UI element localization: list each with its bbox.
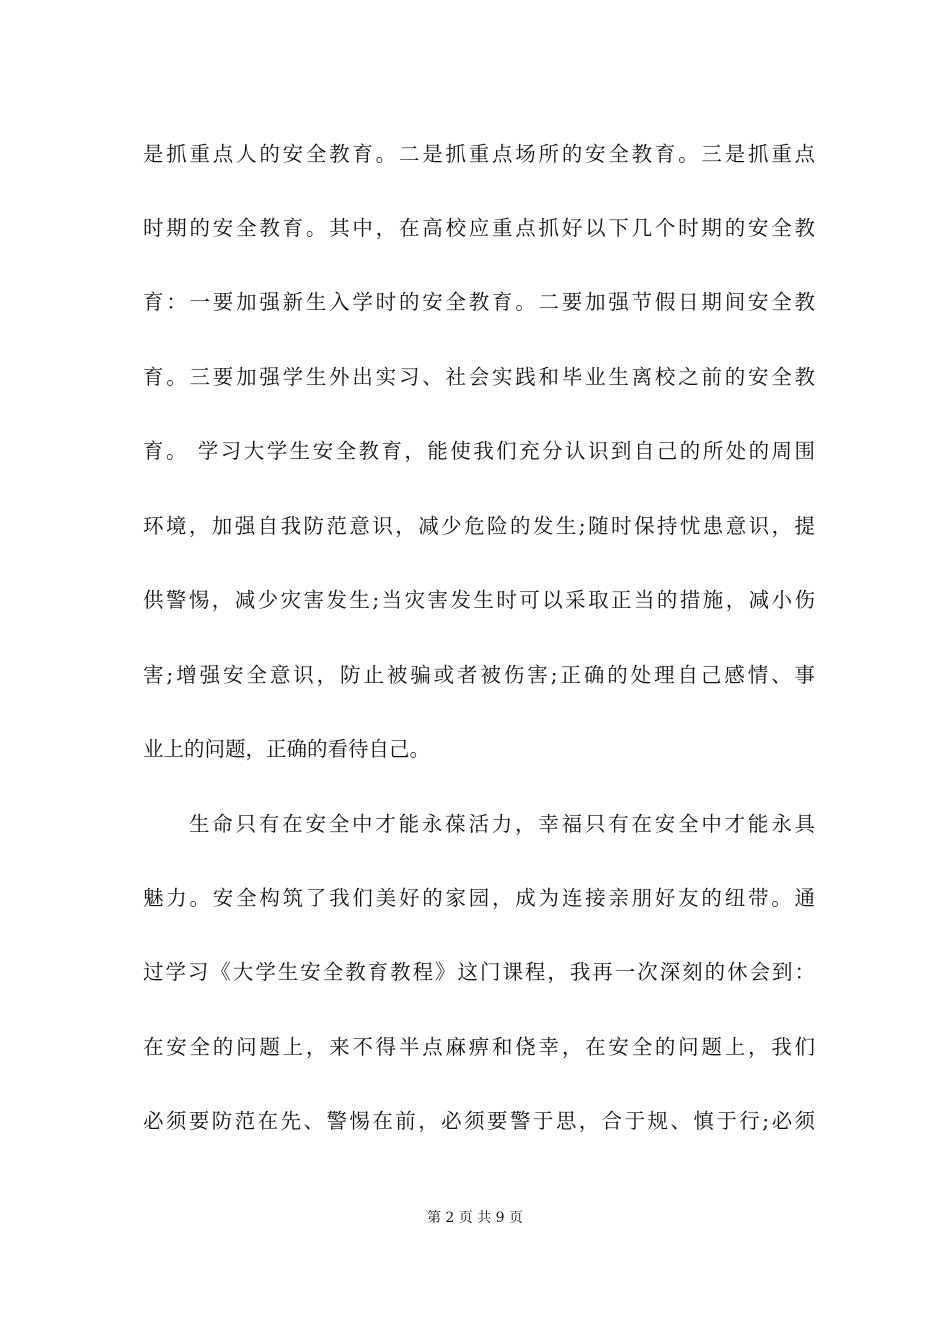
paragraph-line: 生命只有在安全中才能永葆活力，幸福只有在安全中才能永具 [189, 812, 815, 836]
paragraph-line: 魅力。安全构筑了我们美好的家园，成为连接亲朋好友的纽带。通 [143, 886, 815, 910]
paragraph-line: 在安全的问题上，来不得半点麻痹和侥幸，在安全的问题上，我们 [143, 1035, 815, 1059]
paragraph-line: 时期的安全教育。其中，在高校应重点抓好以下几个时期的安全教 [143, 216, 815, 240]
paragraph-line: 育。 学习大学生安全教育，能使我们充分认识到自己的所处的周围 [143, 439, 815, 463]
paragraph-line: 育：一要加强新生入学时的安全教育。二要加强节假日期间安全教 [143, 290, 815, 314]
paragraph-line: 业上的问题，正确的看待自己。 [143, 737, 430, 761]
paragraph-line: 是抓重点人的安全教育。二是抓重点场所的安全教育。三是抓重点 [143, 142, 815, 166]
paragraph-line: 害;增强安全意识，防止被骗或者被伤害;正确的处理自己感情、事 [143, 663, 815, 687]
paragraph-line: 环境，加强自我防范意识，减少危险的发生;随时保持忧患意识，提 [143, 514, 815, 538]
paragraph-line: 育。三要加强学生外出实习、社会实践和毕业生离校之前的安全教 [143, 365, 815, 389]
paragraph-line: 必须要防范在先、警惕在前，必须要警于思，合于规、慎于行;必须 [143, 1109, 815, 1133]
page-number: 第 2 页 共 9 页 [426, 1210, 524, 1226]
paragraph-line: 过学习《大学生安全教育教程》这门课程，我再一次深刻的休会到： [143, 960, 815, 984]
paragraph-line: 供警惕，减少灾害发生;当灾害发生时可以采取正当的措施，减小伤 [143, 588, 815, 612]
